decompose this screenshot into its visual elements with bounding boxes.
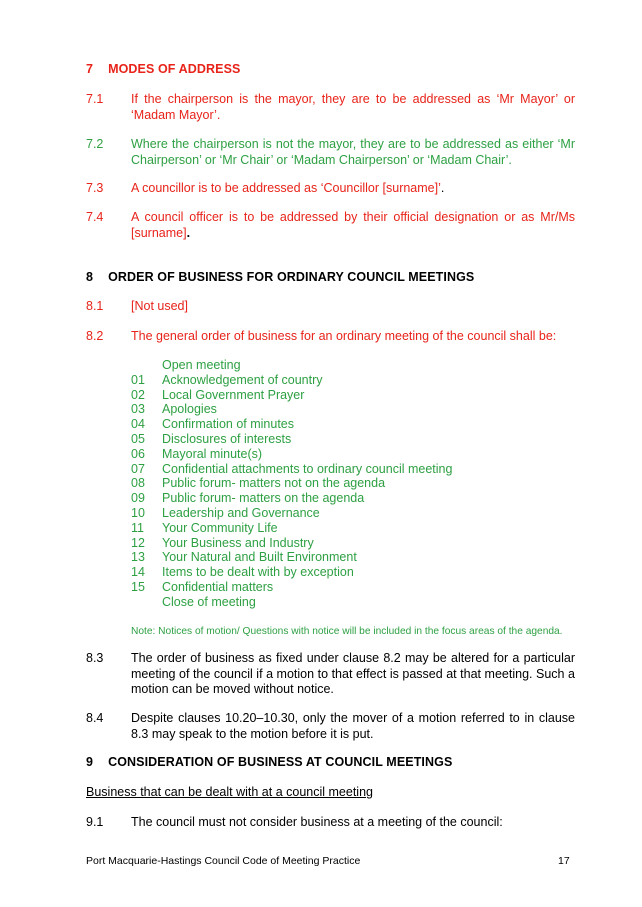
clause-number: 7.2 xyxy=(86,137,104,151)
clause-number: 9.1 xyxy=(86,815,104,829)
order-of-business-list xyxy=(131,358,581,610)
clause-number: 8.1 xyxy=(86,299,104,313)
clause-number: 7.1 xyxy=(86,92,104,106)
list-item: 06 Mayoral minute(s) xyxy=(131,446,263,461)
clause-text: [Not used] xyxy=(131,299,188,313)
section-8-heading xyxy=(86,270,474,284)
clause-text: Despite clauses 10.20–10.30, only the mover of a motion referred to in clause 8.3 may speak to the motion before it is put. xyxy=(131,711,575,741)
section-title: MODES OF ADDRESS xyxy=(108,62,241,76)
clause-number: 8.4 xyxy=(86,711,104,725)
clause-text: The council must not consider business at a meeting of the council: xyxy=(131,815,503,829)
clause-number: 7.3 xyxy=(86,181,104,195)
list-item: 08 Public forum- matters not on the agenda xyxy=(131,476,386,491)
list-item: 02 Local Government Prayer xyxy=(131,387,305,402)
list-item: 13 Your Natural and Built Environment xyxy=(131,550,357,565)
list-item: 11 Your Community Life xyxy=(131,520,278,535)
list-item: Open meeting xyxy=(162,358,241,372)
clause-text: If the chairperson is the mayor, they are to be addressed as ‘Mr Mayor’ or ‘Madam Mayor’. xyxy=(131,92,575,122)
clause-number: 7.4 xyxy=(86,210,104,224)
clause-text: A councillor is to be addressed as ‘Councillor [surname]’. xyxy=(131,181,445,195)
section-number: 7 xyxy=(86,62,94,76)
section-7-heading xyxy=(86,62,240,76)
list-item: 09 Public forum- matters on the agenda xyxy=(131,491,365,506)
subheading: Business that can be dealt with at a council meeting xyxy=(86,785,373,799)
clause-text: The order of business as fixed under clause 8.2 may be altered for a particular meeting of the council if a motion to that effect is passed at that meeting. Such a motion can be moved without notice. xyxy=(131,651,575,696)
section-title: ORDER OF BUSINESS FOR ORDINARY COUNCIL MEETINGS xyxy=(108,270,475,284)
page-number: 17 xyxy=(558,855,570,867)
note-text: Note: Notices of motion/ Questions with notice will be included in the focus areas of the agenda. xyxy=(131,626,563,637)
clause-text: Where the chairperson is not the mayor, they are to be addressed as either ‘Mr Chairperson’ or ‘Mr Chair’ or ‘Madam Chairperson’ or ‘Madam Chair’. xyxy=(131,137,575,167)
clause-text: A council officer is to be addressed by their official designation or as Mr/Ms [surname]. xyxy=(131,210,575,240)
section-title: CONSIDERATION OF BUSINESS AT COUNCIL MEETINGS xyxy=(108,755,453,769)
footer-title: Port Macquarie-Hastings Council Code of Meeting Practice xyxy=(86,855,361,867)
list-item: 03 Apologies xyxy=(131,402,217,417)
section-number: 9 xyxy=(86,755,94,769)
section-9-heading xyxy=(86,755,452,769)
clause-number: 8.2 xyxy=(86,329,104,343)
list-item: 05 Disclosures of interests xyxy=(131,431,292,446)
list-item: Close of meeting xyxy=(162,594,256,609)
list-item: 01 Acknowledgement of country xyxy=(131,372,323,387)
list-item: 15 Confidential matters xyxy=(131,579,274,594)
list-item: 04 Confirmation of minutes xyxy=(131,417,295,432)
clause-number: 8.3 xyxy=(86,651,104,665)
section-number: 8 xyxy=(86,270,94,284)
list-item: 14 Items to be dealt with by exception xyxy=(131,565,354,580)
list-item: 12 Your Business and Industry xyxy=(131,535,314,550)
clause-text: The general order of business for an ordinary meeting of the council shall be: xyxy=(131,329,557,343)
list-item: 07 Confidential attachments to ordinary council meeting xyxy=(131,461,453,476)
list-item: 10 Leadership and Governance xyxy=(131,505,320,520)
